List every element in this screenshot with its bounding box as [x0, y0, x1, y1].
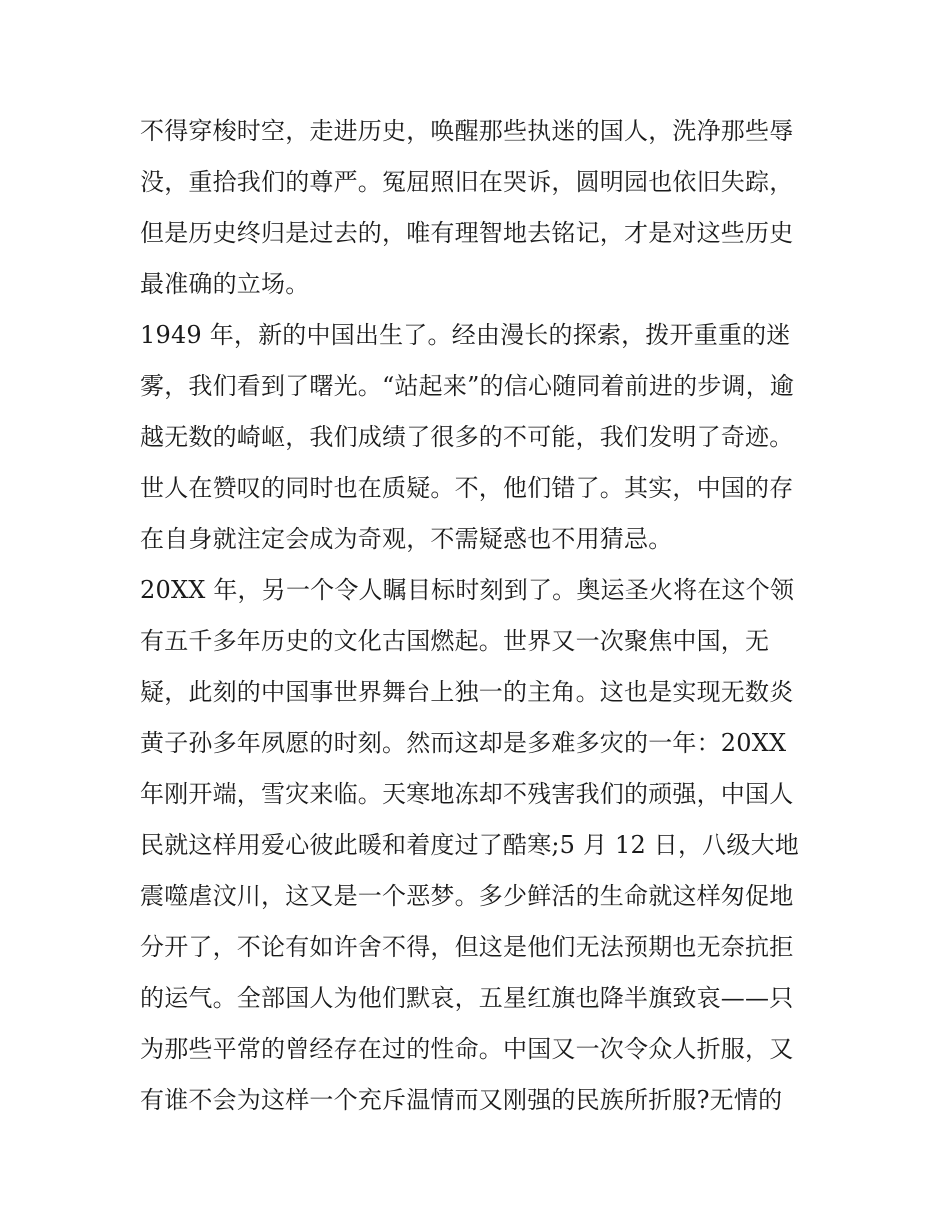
text-line: 疑，此刻的中国事世界舞台上独一的主角。这也是实现无数炎 [140, 678, 794, 706]
text-line: 有谁不会为这样一个充斥温情而又刚强的民族所折服?无情的 [140, 1086, 783, 1114]
text-line: 世人在赞叹的同时也在质疑。不，他们错了。其实，中国的存 [140, 474, 794, 502]
text-line: 越无数的崎岖，我们成绩了很多的不可能，我们发明了奇迹。 [140, 423, 794, 451]
body-text [140, 106, 812, 1126]
text-line: 但是历史终归是过去的，唯有理智地去铭记，才是对这些历史 [140, 219, 794, 247]
text-line: 在自身就注定会成为奇观，不需疑惑也不用猜忌。 [140, 525, 673, 553]
text-line: 为那些平常的曾经存在过的性命。中国又一次令众人折服，又 [140, 1035, 794, 1063]
text-line: 震噬虐汶川，这又是一个恶梦。多少鲜活的生命就这样匆促地 [140, 882, 794, 910]
text-line: 最准确的立场。 [140, 270, 310, 298]
text-line: 不得穿梭时空，走进历史，唤醒那些执迷的国人，洗净那些辱 [140, 117, 794, 145]
text-line: 分开了，不论有如许舍不得，但这是他们无法预期也无奈抗拒 [140, 933, 794, 961]
text-line: 1949 年，新的中国出生了。经由漫长的探索，拨开重重的迷 [140, 321, 791, 349]
text-line: 民就这样用爱心彼此暖和着度过了酷寒;5 月 12 日，八级大地 [140, 831, 799, 859]
text-line: 雾，我们看到了曙光。“站起来”的信心随同着前进的步调，逾 [140, 372, 795, 400]
text-line: 的运气。全部国人为他们默哀，五星红旗也降半旗致哀——只 [140, 984, 794, 1012]
text-line: 20XX 年，另一个令人瞩目标时刻到了。奥运圣火将在这个领 [140, 576, 795, 604]
text-line: 有五千多年历史的文化古国燃起。世界又一次聚焦中国，无 [140, 627, 770, 655]
text-line: 没，重拾我们的尊严。冤屈照旧在哭诉，圆明园也依旧失踪， [140, 168, 794, 196]
text-line: 年刚开端，雪灾来临。天寒地冻却不残害我们的顽强，中国人 [140, 780, 794, 808]
text-line: 黄子孙多年夙愿的时刻。然而这却是多难多灾的一年：20XX [140, 729, 787, 757]
